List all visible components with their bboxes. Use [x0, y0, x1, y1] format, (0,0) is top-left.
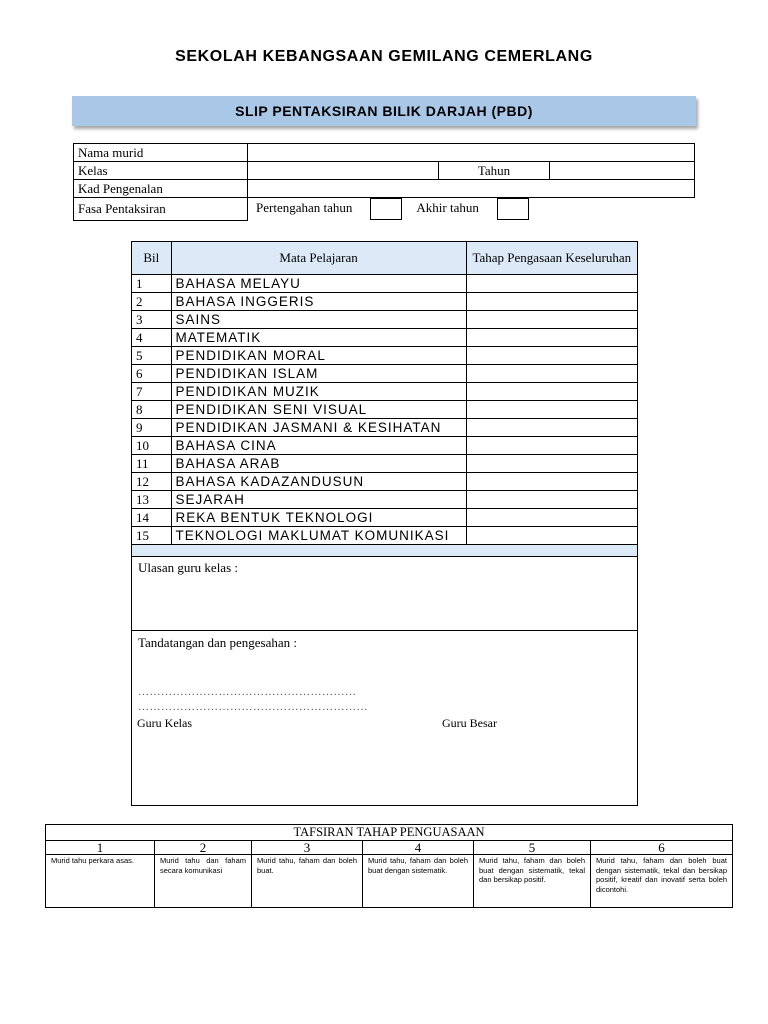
table-row [132, 329, 638, 347]
tahap-field[interactable] [466, 347, 637, 365]
table-row [132, 455, 638, 473]
field-nama-murid[interactable] [248, 144, 695, 162]
tahap-field[interactable] [466, 383, 637, 401]
subject-name: PENDIDIKAN JASMANI & KESIHATAN [171, 419, 466, 437]
tahap-field[interactable] [466, 419, 637, 437]
level-description: Murid tahu, faham dan boleh buat. [252, 855, 363, 908]
slip-title: SLIP PENTAKSIRAN BILIK DARJAH (PBD) [235, 103, 533, 119]
row-number: 4 [132, 329, 172, 347]
row-number: 1 [132, 275, 172, 293]
row-number: 12 [132, 473, 172, 491]
checkbox-akhir-tahun[interactable] [497, 198, 529, 220]
tafsiran-table [45, 824, 733, 908]
row-number: 5 [132, 347, 172, 365]
table-row [132, 419, 638, 437]
header-tahap: Tahap Pengasaan Keseluruhan [466, 242, 637, 275]
label-tahun: Tahun [439, 162, 550, 180]
table-row [132, 311, 638, 329]
subject-name: BAHASA CINA [171, 437, 466, 455]
level-description: Murid tahu, faham dan boleh buat dengan sistematik, tekal dan bersikap positif. [474, 855, 591, 908]
table-row [132, 365, 638, 383]
subject-name: PENDIDIKAN MORAL [171, 347, 466, 365]
tahap-field[interactable] [466, 437, 637, 455]
subject-name: SEJARAH [171, 491, 466, 509]
row-number: 8 [132, 401, 172, 419]
tahap-field[interactable] [466, 455, 637, 473]
table-row [132, 383, 638, 401]
subject-name: BAHASA ARAB [171, 455, 466, 473]
tahap-field[interactable] [466, 491, 637, 509]
tahap-field[interactable] [466, 311, 637, 329]
tahap-field[interactable] [466, 293, 637, 311]
tahap-field[interactable] [466, 509, 637, 527]
level-number: 1 [46, 841, 155, 855]
table-row [132, 293, 638, 311]
row-number: 11 [132, 455, 172, 473]
spacer-row [132, 545, 638, 557]
table-row [132, 437, 638, 455]
level-description: Murid tahu, faham dan boleh buat dengan sistematik, tekal dan bersikap positif, kreatif dan inovatif serta boleh dicontohi. [591, 855, 733, 908]
row-number: 6 [132, 365, 172, 383]
level-description: Murid tahu, faham dan boleh buat dengan sistematik. [363, 855, 474, 908]
signature-row [132, 631, 638, 806]
signature-line-guru-kelas: ………………………………………………… [138, 686, 357, 698]
row-number: 7 [132, 383, 172, 401]
guru-kelas-label: Guru Kelas [137, 716, 192, 730]
row-number: 14 [132, 509, 172, 527]
subject-name: REKA BENTUK TEKNOLOGI [171, 509, 466, 527]
school-name: SEKOLAH KEBANGSAAN GEMILANG CEMERLANG [175, 48, 593, 65]
field-kad-pengenalan[interactable] [248, 180, 695, 198]
label-kelas: Kelas [74, 162, 248, 180]
tahap-field[interactable] [466, 527, 637, 545]
level-number: 3 [252, 841, 363, 855]
subject-name: PENDIDIKAN SENI VISUAL [171, 401, 466, 419]
tahap-field[interactable] [466, 329, 637, 347]
tahap-field[interactable] [466, 401, 637, 419]
header-bil: Bil [132, 242, 172, 275]
level-number: 6 [591, 841, 733, 855]
signature-area [132, 631, 638, 806]
fasa-options [248, 198, 695, 221]
row-number: 3 [132, 311, 172, 329]
field-kelas[interactable] [248, 162, 439, 180]
subjects-table [131, 241, 638, 806]
table-row [132, 473, 638, 491]
subject-name: MATEMATIK [171, 329, 466, 347]
level-number: 2 [155, 841, 252, 855]
subject-name: SAINS [171, 311, 466, 329]
tafsiran-title: TAFSIRAN TAHAP PENGUASAAN [46, 825, 733, 841]
subject-name: BAHASA INGGERIS [171, 293, 466, 311]
guru-besar-label: Guru Besar [442, 716, 497, 730]
label-akhir-tahun: Akhir tahun [416, 199, 479, 215]
table-row [132, 275, 638, 293]
level-description: Murid tahu perkara asas. [46, 855, 155, 908]
label-kad-pengenalan: Kad Pengenalan [74, 180, 248, 198]
subject-name: TEKNOLOGI MAKLUMAT KOMUNIKASI [171, 527, 466, 545]
subject-name: BAHASA MELAYU [171, 275, 466, 293]
level-number: 4 [363, 841, 474, 855]
label-pertengahan-tahun: Pertengahan tahun [256, 199, 353, 215]
ulasan-row [132, 557, 638, 631]
header-mata-pelajaran: Mata Pelajaran [171, 242, 466, 275]
field-tahun[interactable] [550, 162, 695, 180]
subject-name: BAHASA KADAZANDUSUN [171, 473, 466, 491]
label-fasa-pentaksiran: Fasa Pentaksiran [74, 198, 248, 221]
row-number: 9 [132, 419, 172, 437]
level-description: Murid tahu dan faham secara komunikasi [155, 855, 252, 908]
checkbox-pertengahan-tahun[interactable] [370, 198, 402, 220]
signature-line-guru-besar: …………………………………………………… [138, 701, 368, 713]
label-nama-murid: Nama murid [74, 144, 248, 162]
tahap-field[interactable] [466, 365, 637, 383]
row-number: 2 [132, 293, 172, 311]
slip-title-banner [72, 96, 696, 126]
student-info-table [73, 143, 695, 221]
tahap-field[interactable] [466, 473, 637, 491]
level-number: 5 [474, 841, 591, 855]
row-number: 10 [132, 437, 172, 455]
ulasan-label: Ulasan guru kelas : [138, 560, 239, 575]
table-row [132, 401, 638, 419]
row-number: 13 [132, 491, 172, 509]
tahap-field[interactable] [466, 275, 637, 293]
subject-name: PENDIDIKAN MUZIK [171, 383, 466, 401]
table-row [132, 347, 638, 365]
table-row [132, 491, 638, 509]
table-row [132, 527, 638, 545]
row-number: 15 [132, 527, 172, 545]
ulasan-field[interactable] [132, 557, 638, 631]
subject-name: PENDIDIKAN ISLAM [171, 365, 466, 383]
table-row [132, 509, 638, 527]
tandatangan-label: Tandatangan dan pengesahan : [138, 635, 297, 650]
